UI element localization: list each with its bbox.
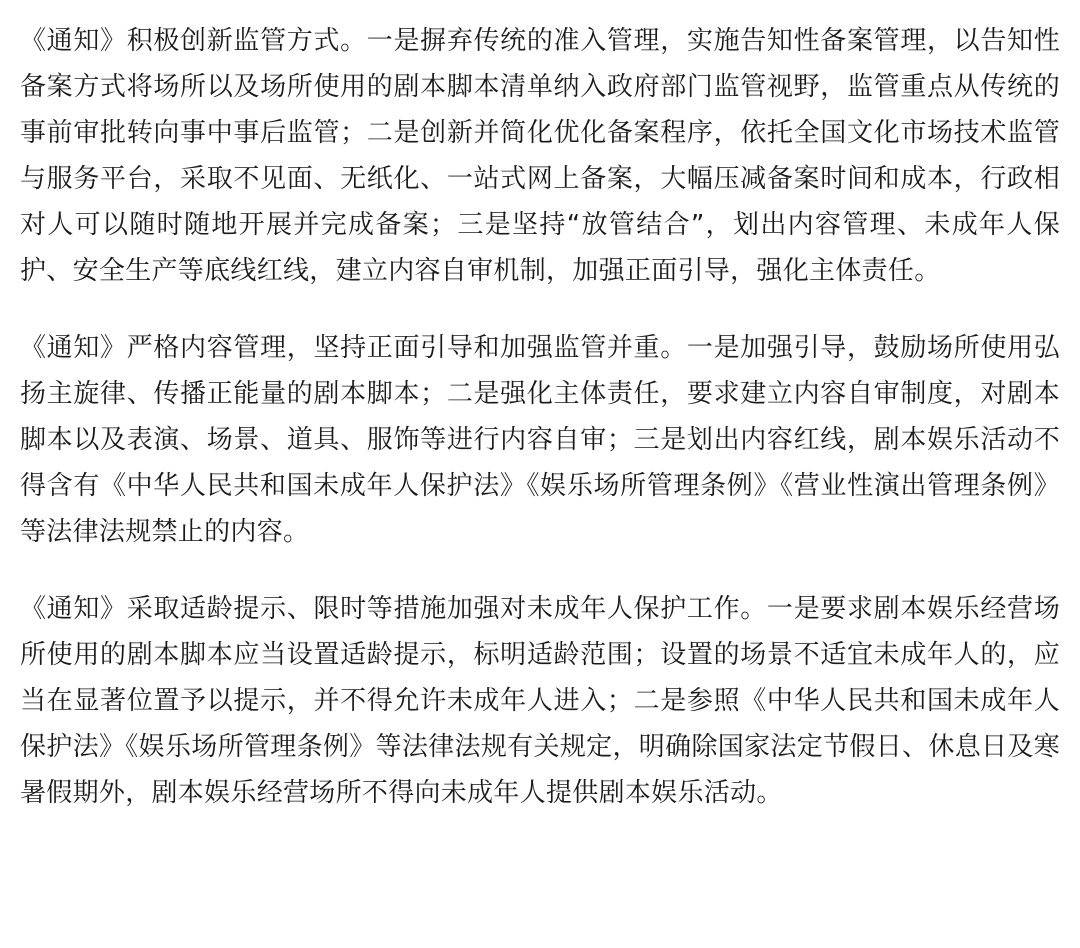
paragraph-minor-protection: 《通知》采取适龄提示、限时等措施加强对未成年人保护工作。一是要求剧本娱乐经营场所使用的剧本脚本应当设置适龄提示，标明适龄范围；设置的场景不适宜未成年人的，应当在显著位置予以提示，并不得允许未成年人进入；二是参照《中华人民共和国未成年人保护法》《娱乐场所管理条例》等法律法规有关规定，明确除国家法定节假日、休息日及寒暑假期外，剧本娱乐经营场所不得向未成年人提供剧本娱乐活动。 — [20, 594, 1060, 808]
paragraph-content-management: 《通知》严格内容管理，坚持正面引导和加强监管并重。一是加强引导，鼓励场所使用弘扬主旋律、传播正能量的剧本脚本；二是强化主体责任，要求建立内容自审制度，对剧本脚本以及表演、场景、道具、服饰等进行内容自审；三是划出内容红线，剧本娱乐活动不得含有《中华人民共和国未成年人保护法》《娱乐场所管理条例》《营业性演出管理条例》等法律法规禁止的内容。 — [20, 333, 1060, 547]
paragraph-innovation-supervision: 《通知》积极创新监管方式。一是摒弃传统的准入管理，实施告知性备案管理，以告知性备案方式将场所以及场所使用的剧本脚本清单纳入政府部门监管视野，监管重点从传统的事前审批转向事中事后监管；二是创新并简化优化备案程序，依托全国文化市场技术监管与服务平台，采取不见面、无纸化、一站式网上备案，大幅压减备案时间和成本，行政相对人可以随时随地开展并完成备案；三是坚持“放管结合”，划出内容管理、未成年人保护、安全生产等底线红线，建立内容自审机制，加强正面引导，强化主体责任。 — [20, 26, 1060, 286]
